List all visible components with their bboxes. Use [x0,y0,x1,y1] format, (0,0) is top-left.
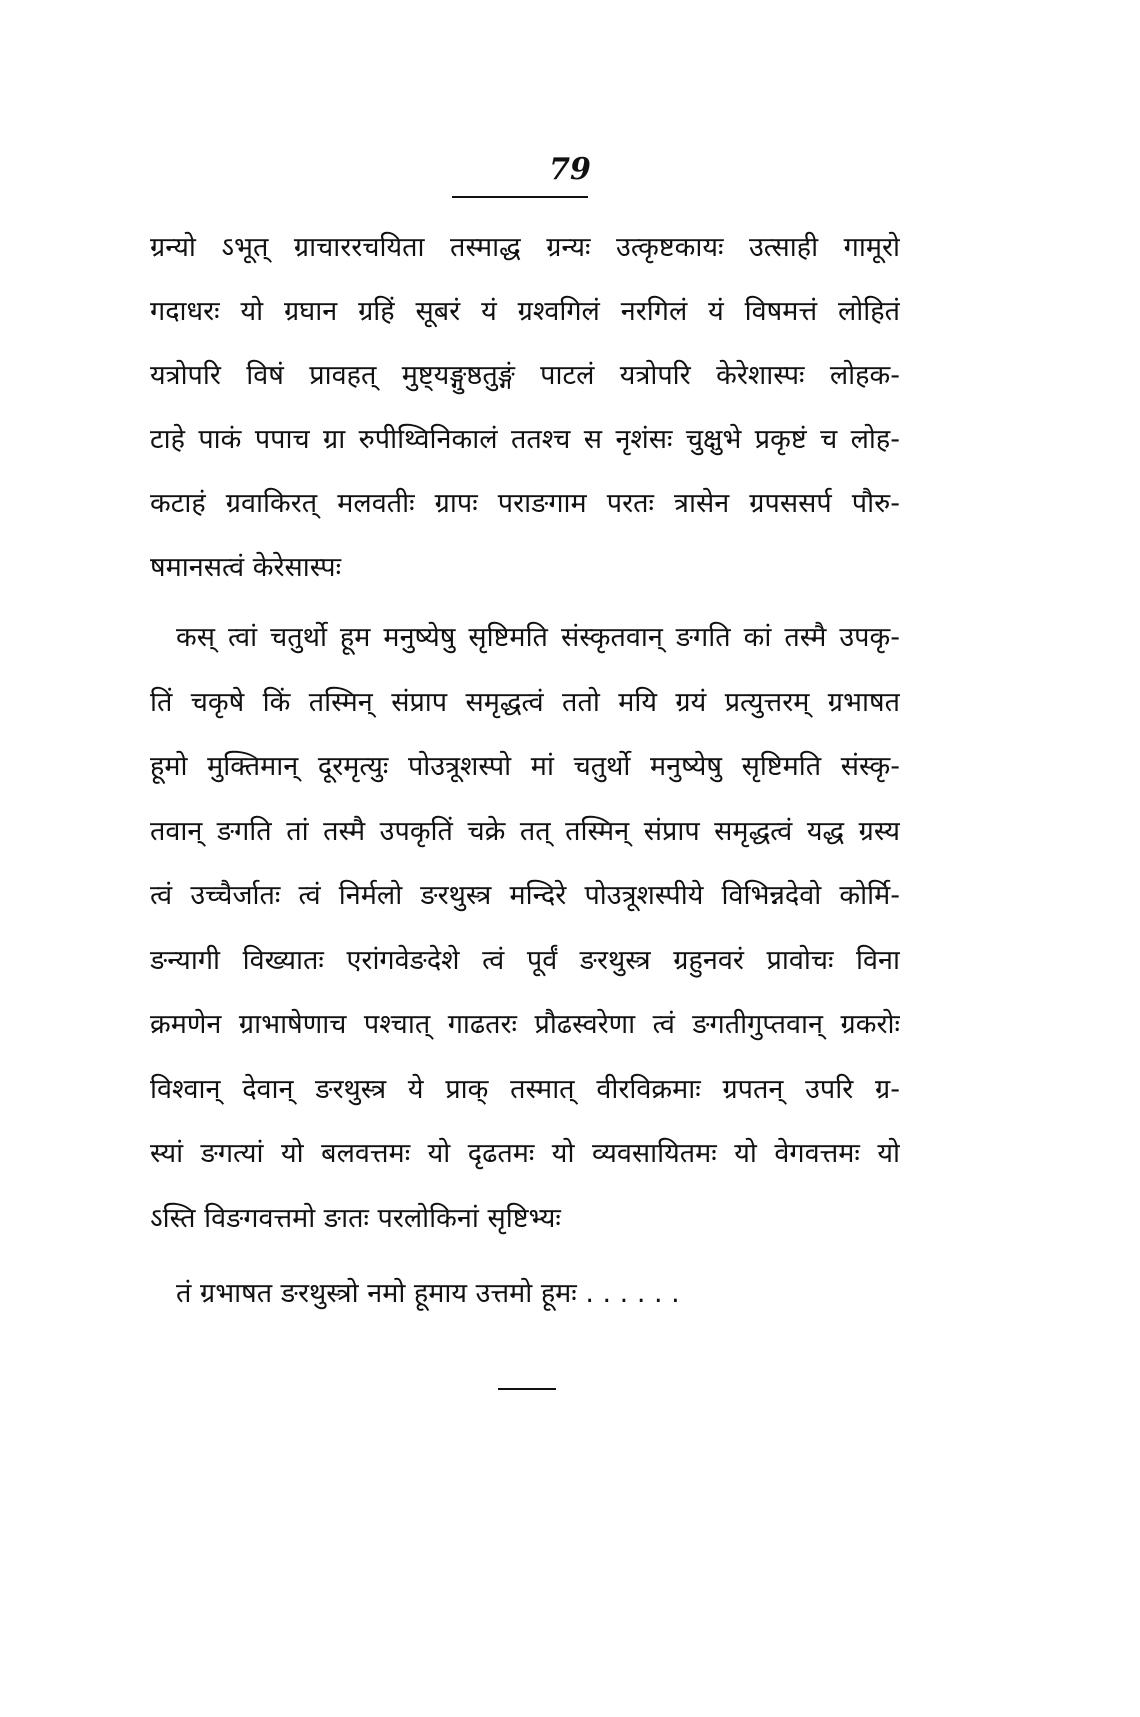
text-line: तवान् ङगति तां तस्मै उपकृतिं चक्रे तत् तस्मिन् संप्राप समृद्धत्वं यद्ध ग्रस्य [150,815,900,847]
text-line: क्रमणेन ग्राभाषेणाच पश्चात् गाढतरः प्रौढस्वरेणा त्वं ङगतीगुप्तवान् ग्रकरोः [150,1009,900,1040]
text-line: स्यां ङगत्यां यो बलवत्तमः यो दृढतमः यो व्यवसायितमः यो वेगवत्तमः यो [150,1138,900,1169]
text-line: तं ग्रभाषत ङरथुस्त्रो नमो हूमाय उत्तमो हूमः . . . . . . [176,1278,680,1309]
text-line: यत्रोपरि विषं प्रावहत् मुष्ट्यङ्गुष्ठतुङ्गं पाटलं यत्रोपरि केरेशास्पः लोहक- [150,360,900,391]
text-line: त्वं उच्चैर्जातः त्वं निर्मलो ङरथुस्त्र मन्दिरे पोउत्रूशस्पीये विभिन्नदेवो कोर्मि- [150,880,900,911]
text-line: ग्रन्यो ऽभूत् ग्राचाररचयिता तस्माद्ध ग्रन्यः उत्कृष्टकायः उत्साही गामूरो [150,232,900,263]
text-line: गदाधरः यो ग्रघान ग्रहिं सूबरं यं ग्रश्वगिलं नरगिलं यं विषमत्तं लोहितं [150,296,900,327]
text-line: टाहे पाकं पपाच ग्रा रुपीथ्विनिकालं ततश्च स नृशंसः चुक्षुभे प्रकृष्टं च लोह- [150,424,900,455]
header-rule [452,196,588,198]
page-number: 79 [549,152,591,187]
text-line: विश्वान् देवान् ङरथुस्त्र ये प्राक् तस्मात् वीरविक्रमाः ग्रपतन् उपरि ग्र- [150,1073,900,1105]
paragraph-1 [150,216,900,600]
text-line: ङन्यागी विख्यातः एरांगवेङदेशे त्वं पूर्वं ङरथुस्त्र ग्रहुनवरं प्रावोचः विना [150,944,900,976]
text-line: कटाहं ग्रवाकिरत् मलवतीः ग्रापः पराङगाम परतः त्रासेन ग्रपससर्प पौरु- [150,488,900,519]
text-line: कस् त्वां चतुर्थो हूम मनुष्येषु सृष्टिमति संस्कृतवान् ङगति कां तस्मै उपकृ- [176,622,900,653]
footer-rule [498,1388,556,1390]
text-line: ऽस्ति विङगवत्तमो ङातः परलोकिनां सृष्टिभ्यः [150,1202,561,1234]
text-line: तिं चकृषे किं तस्मिन् संप्राप समृद्धत्वं ततो मयि ग्रयं प्रत्युत्तरम् ग्रभाषत [150,686,900,718]
text-line: हूमो मुक्तिमान् दूरमृत्युः पोउत्रूशस्पो मां चतुर्थो मनुष्येषु सृष्टिमति संस्कृ- [150,751,900,782]
paragraph-2 [150,606,900,1251]
text-line: षमानसत्वं केरेसास्पः [150,552,342,583]
paragraph-3 [150,1262,900,1326]
